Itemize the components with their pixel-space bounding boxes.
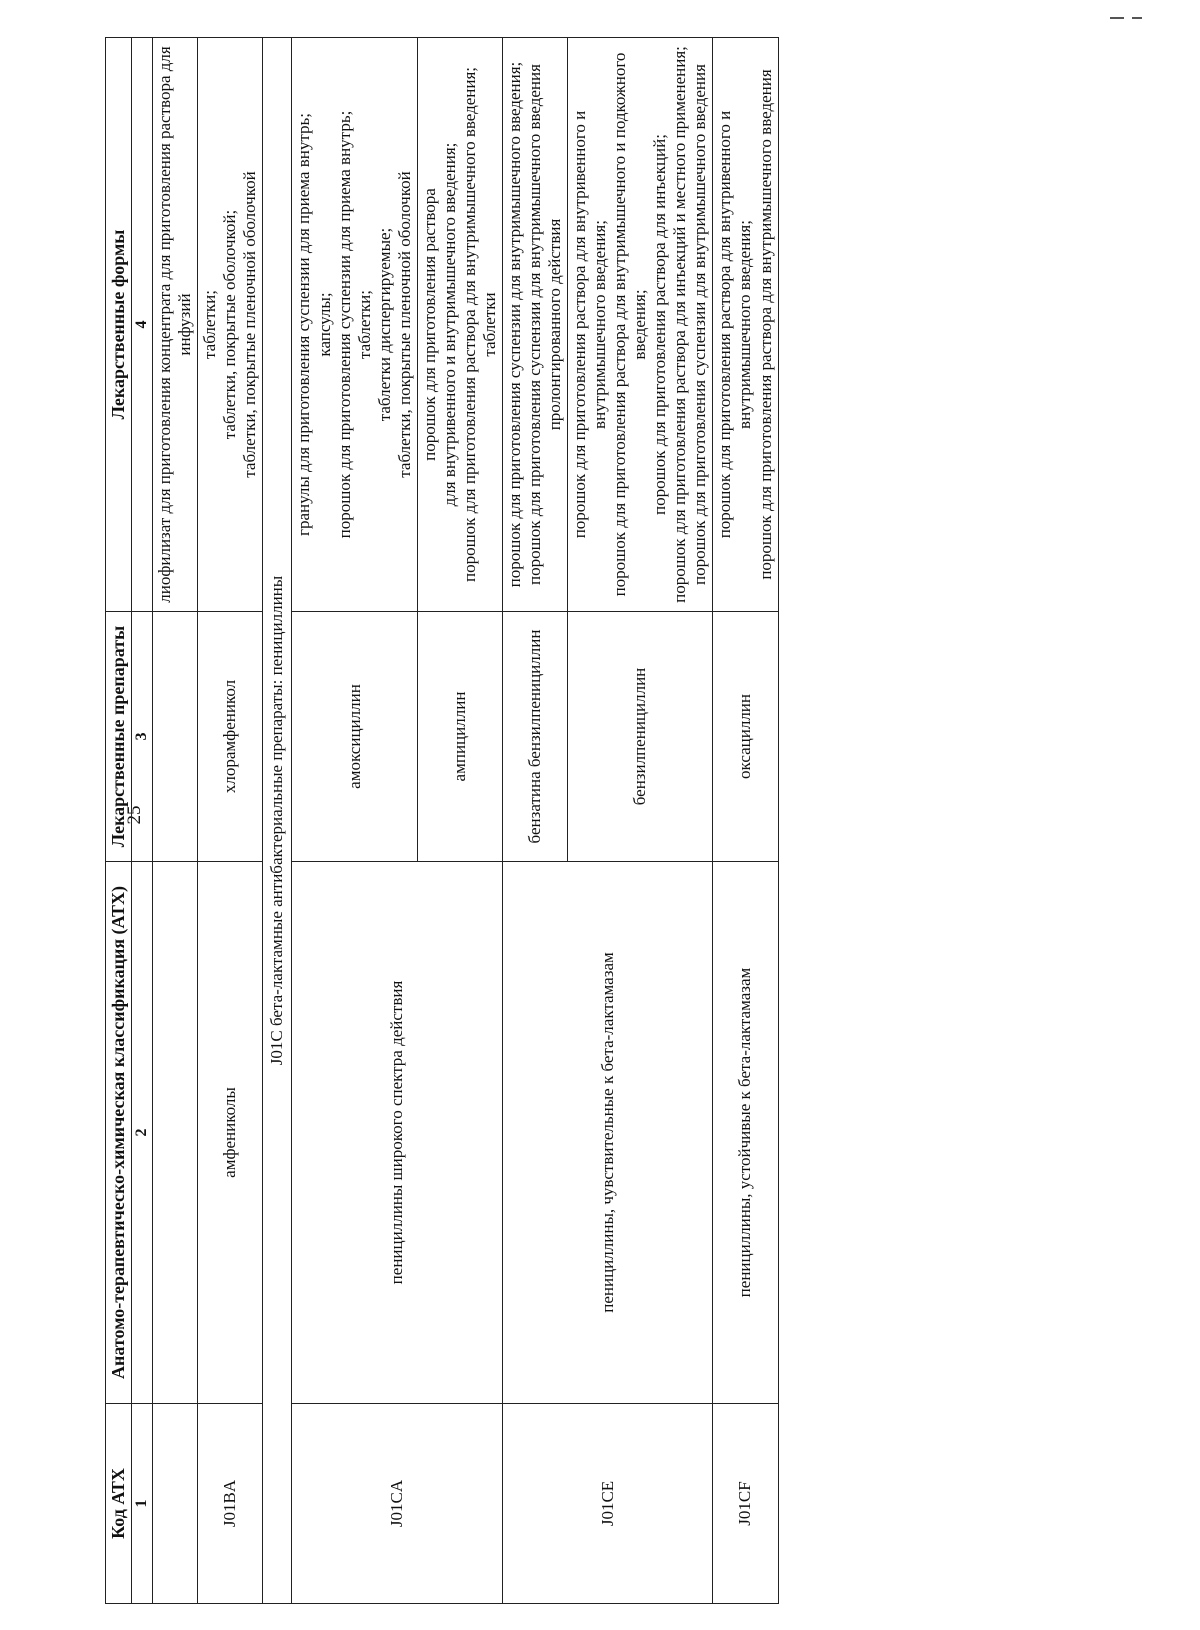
form-item: для внутривенного и внутримышечного введения; bbox=[439, 142, 459, 507]
form-item: порошок для приготовления суспензии для внутримышечного введения bbox=[690, 64, 710, 585]
atc-code: J01CA bbox=[292, 1404, 502, 1604]
form-item: таблетки; bbox=[354, 290, 374, 359]
form-item: порошок для приготовления раствора для инъекций; bbox=[650, 134, 670, 515]
column-number: 1 bbox=[132, 1404, 153, 1604]
form-item: порошок для приготовления суспензии для приема внутрь; bbox=[334, 110, 354, 539]
forms-cell bbox=[568, 38, 713, 612]
form-item: таблетки, покрытые пленочной оболочкой bbox=[394, 171, 414, 478]
table-row bbox=[713, 38, 778, 1604]
atc-code: J01CF bbox=[713, 1404, 778, 1604]
forms-cell bbox=[417, 38, 502, 612]
drug-name: амоксициллин bbox=[292, 612, 417, 862]
header-drugs: Лекарственные препараты bbox=[106, 612, 132, 862]
atc-class: пенициллины, чувствительные к бета-лактамазам bbox=[502, 862, 712, 1404]
table-row bbox=[502, 38, 567, 1604]
forms-cell bbox=[292, 38, 417, 612]
section-row bbox=[263, 38, 292, 1604]
atc-class: пенициллины широкого спектра действия bbox=[292, 862, 502, 1404]
header-code: Код АТХ bbox=[106, 1404, 132, 1604]
forms-cell bbox=[502, 38, 567, 612]
drug-table bbox=[105, 37, 779, 1604]
atc-code: J01BA bbox=[198, 1404, 263, 1604]
page-number: 25 bbox=[124, 805, 145, 825]
column-number: 2 bbox=[132, 862, 153, 1404]
forms-cell bbox=[153, 38, 198, 612]
atc-class: пенициллины, устойчивые к бета-лактамазам bbox=[713, 862, 778, 1404]
drug-name: хлорамфеникол bbox=[198, 612, 263, 862]
forms-cell bbox=[198, 38, 263, 612]
form-item: таблетки; bbox=[200, 290, 220, 359]
header-row bbox=[106, 38, 132, 1604]
form-item: гранулы для приготовления суспензии для приема внутрь; bbox=[294, 113, 314, 536]
rotated-page bbox=[105, 38, 1005, 1604]
form-item: порошок для приготовления суспензии для внутримышечного введения; bbox=[504, 61, 524, 588]
scan-mark bbox=[1110, 6, 1156, 8]
form-item: лиофилизат для приготовления концентрата для приготовления раствора для инфузий bbox=[155, 46, 195, 603]
form-item: порошок для приготовления раствора для внутримышечного введения; bbox=[459, 66, 479, 583]
form-item: капсулы; bbox=[314, 292, 334, 357]
forms-cell bbox=[713, 38, 778, 612]
form-item: порошок для приготовления раствора для внутривенного и внутримышечного введения; bbox=[570, 110, 610, 539]
table-row bbox=[198, 38, 263, 1604]
header-forms: Лекарственные формы bbox=[106, 38, 132, 612]
form-item: таблетки диспергируемые; bbox=[374, 227, 394, 422]
table-row bbox=[292, 38, 417, 1604]
column-number-row bbox=[132, 38, 153, 1604]
atc-code: J01CE bbox=[502, 1404, 712, 1604]
form-item: порошок для приготовления раствора bbox=[419, 188, 439, 461]
form-item: порошок для приготовления раствора для внутривенного и внутримышечного введения; bbox=[715, 110, 755, 539]
form-item: порошок для приготовления суспензии для внутримышечного введения пролонгированного действия bbox=[524, 64, 565, 585]
table-row bbox=[153, 38, 198, 1604]
drug-name: бензилпенициллин bbox=[568, 612, 713, 862]
section-header: J01C бета-лактамные антибактериальные препараты: пенициллины bbox=[263, 38, 292, 1604]
drug-name: бензатина бензилпенициллин bbox=[502, 612, 567, 862]
form-item: таблетки, покрытые оболочкой; bbox=[220, 209, 240, 440]
drug-name: ампициллин bbox=[417, 612, 502, 862]
form-item: порошок для приготовления раствора для инъекций и местного применения; bbox=[670, 46, 690, 603]
form-item: порошок для приготовления раствора для внутримышечного введения bbox=[755, 69, 775, 580]
form-item: таблетки bbox=[479, 292, 499, 357]
form-item: таблетки, покрытые пленочной оболочкой bbox=[240, 171, 260, 478]
column-number: 3 bbox=[132, 612, 153, 862]
drug-name: оксациллин bbox=[713, 612, 778, 862]
atc-class: амфениколы bbox=[198, 862, 263, 1404]
header-classification: Анатомо-терапевтическо-химическая классификация (АТХ) bbox=[106, 862, 132, 1404]
column-number: 4 bbox=[132, 38, 153, 612]
form-item: порошок для приготовления раствора для внутримышечного и подкожного введения; bbox=[610, 52, 650, 597]
